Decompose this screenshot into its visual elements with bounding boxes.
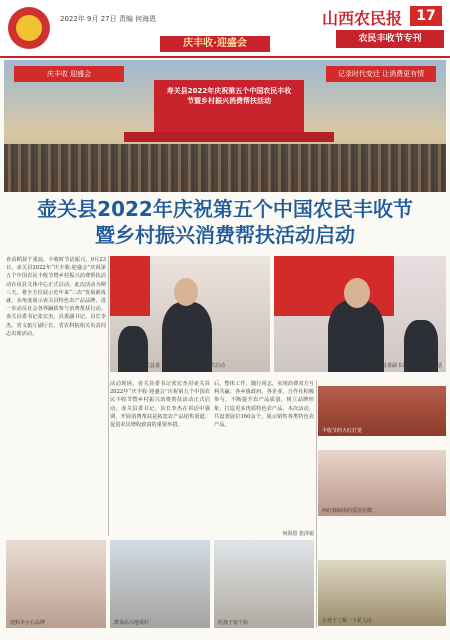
speech-photo-1 — [110, 256, 270, 372]
children-photo — [318, 560, 446, 626]
masthead — [0, 0, 450, 56]
photo-caption: 西红柿制成的爱国党徽 — [322, 508, 373, 514]
lantern-photo — [318, 386, 446, 436]
photo-caption: 给孩子留个影 — [218, 620, 249, 626]
speech-photo-2 — [274, 256, 446, 372]
edition-label: 农民丰收节专刊 — [336, 30, 444, 48]
tomato-emblem-photo — [318, 450, 446, 516]
stage-backdrop — [154, 80, 304, 132]
stage-floor — [124, 132, 334, 142]
column-divider — [316, 380, 317, 628]
stage-banner-text: 寿关县2022年庆祝第五个中国农民丰收节暨乡村振兴消费帮扶活动 — [166, 87, 292, 105]
header-rule — [0, 56, 450, 58]
crowd — [4, 144, 446, 192]
photo-caption: 壶关县委副书记、县长李杰讲话 — [371, 363, 442, 369]
photo-caption: 让孩子了解一下花人民 — [322, 618, 373, 624]
photo-left-banner: 庆丰收 迎盛会 — [14, 66, 124, 82]
headline-line-2: 暨乡村振兴消费帮扶活动启动 — [95, 223, 355, 247]
shopping-photo-2 — [110, 540, 210, 628]
byline: 何海恩 张泽锟 — [282, 531, 314, 537]
column-divider — [108, 256, 109, 536]
photo-caption: 选购本小石品牌 — [10, 620, 46, 626]
article-column-3: 后，整体工作，随行同志，实现消费双方互利共赢；各乡镇政府、各企业、合作社积极参与，不断提升农产品质量，树立品牌形象，打造更多优质特色农产品。本次活动，共设置展位160余个，展示销售各类特色农产品。 — [214, 381, 314, 429]
headline-line-1: 壶关县2022年庆祝第五个中国农民丰收节 — [37, 197, 413, 221]
page-number: 17 — [410, 6, 442, 26]
backdrop — [110, 256, 150, 316]
article-column-2: 活动现场，壶关县委书记张宏杰对壶关县2022年“庆丰收·迎盛会”庆祝第五个中国农民丰收节暨乡村振兴消费帮扶活动正式启动。壶关县委书记、县长李杰在讲话中强调，开展消费帮扶是拓宽农产品销售渠道、促进农民增收致富的重要举措。 — [110, 381, 210, 429]
issue-date: 2022年 9月 27日 责编 何海恩 — [60, 15, 157, 23]
section-banner: 庆丰收·迎盛会 — [160, 36, 270, 52]
photo-caption: 丰收节的大红灯笼 — [322, 428, 363, 434]
shopping-photo-1 — [6, 540, 106, 628]
newspaper-logo-icon — [8, 7, 50, 49]
photo-right-banner: 记录时代变迁 让消费更有情 — [326, 66, 436, 82]
speaker-head — [174, 278, 198, 306]
photo-caption: 群众高兴地说好 — [114, 620, 150, 626]
article-column-1: 喜看稻菽千重浪，丰收时节话振兴。9月23日，壶关县2022年“庆丰收·迎盛会”庆祝第五个中国农民丰收节暨乡村振兴消费帮扶活动在该县文体中心正式启动。此次活动为期三天，将全方位展示近年来“三农”发展新成就，多角度展示壶关县特色农产品品牌，进一步动员社会各界踊跃参与消费帮扶行动。壶关县委书记张宏杰，县委副书记、县长李杰，省文旅厅副厅长，省农科院相关负责同志出席活动。 — [6, 257, 106, 337]
speaker-head — [344, 278, 370, 308]
ceremony-photo — [4, 60, 446, 192]
main-headline — [4, 196, 446, 248]
paper-name: 山西农民报 — [321, 9, 402, 28]
shopping-photo-3 — [214, 540, 314, 628]
photo-caption: 壶关县委书记张宏杰宣布活动正式启动 — [140, 363, 226, 369]
